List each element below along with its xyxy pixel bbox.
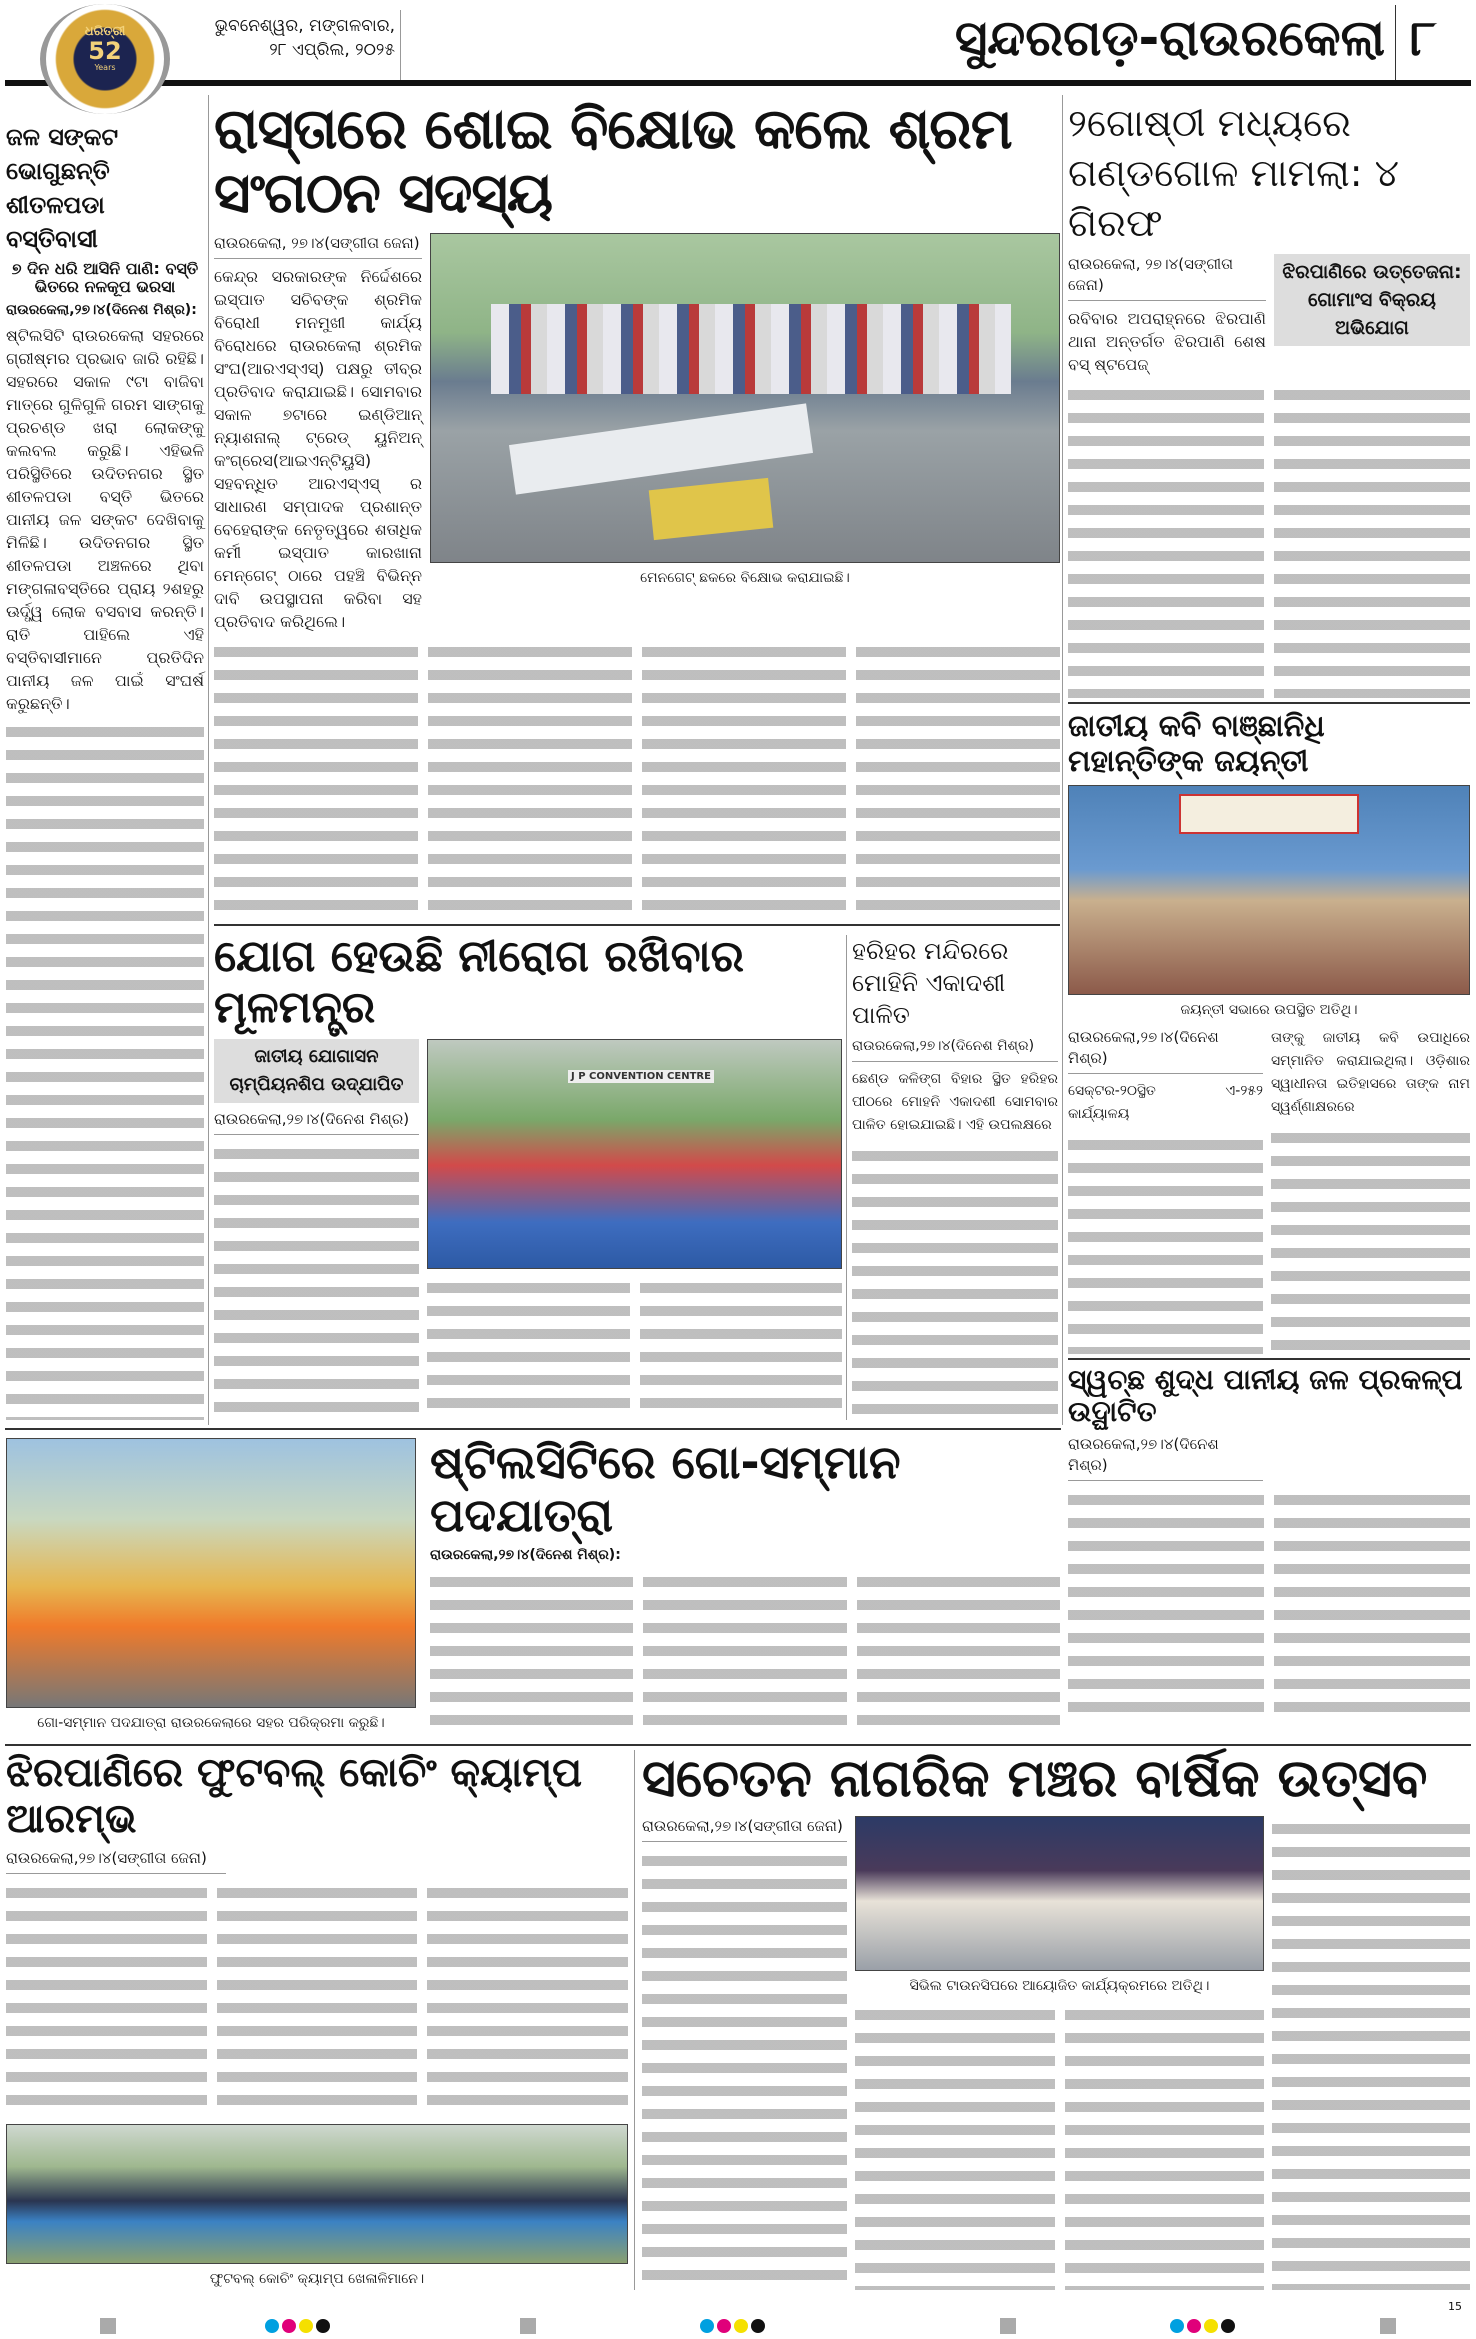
lead-headline: ରାସ୍ତାରେ ଶୋଇ ବିକ୍ଷୋଭ କଲେ ଶ୍ରମ ସଂଗଠନ ସଦସ୍ୟ xyxy=(214,97,1012,227)
color-registration-3 xyxy=(1170,2318,1238,2337)
color-registration xyxy=(265,2318,333,2337)
civic-photo xyxy=(855,1816,1264,1971)
civic-body-columns xyxy=(855,2002,1264,2290)
right1-story xyxy=(1068,98,1470,698)
section-title: ସୁନ୍ଦରଗଡ଼-ରାଉରକେଲା xyxy=(954,9,1385,67)
cow-story xyxy=(430,1436,1060,1736)
color-registration-2 xyxy=(700,2318,768,2337)
cow-body-columns xyxy=(430,1569,1060,1736)
kavi-body-col2-continued xyxy=(1271,1125,1470,1354)
football-body-columns xyxy=(6,1880,628,2118)
yoga-box: ଜାତୀୟ ଯୋଗାସନ ଚାମ୍ପିୟନଶିପ ଉଦ୍ଯାପିତ xyxy=(214,1039,419,1103)
right1-dateline: ରାଉରକେଲା, ୨୭।୪(ସଙ୍ଗୀତା ଜେନା) xyxy=(1068,254,1266,301)
temple-story xyxy=(852,935,1058,1420)
left-story xyxy=(6,120,204,1420)
kavi-body: ସେକ୍ଟର-୨୦ସ୍ଥିତ ଏ-୨୫୨ କାର୍ଯ୍ୟାଳୟ xyxy=(1068,1082,1263,1122)
kavi-photo xyxy=(1068,785,1470,995)
left-dateline: ରାଉରକେଲା,୨୭।୪(ଦିନେଶ ମିଶ୍ର): xyxy=(6,301,197,318)
logo-text: ଧରିତ୍ରୀ xyxy=(84,24,126,39)
water-dateline: ରାଉରକେଲା,୨୭।୪(ଦିନେଶ ମିଶ୍ର) xyxy=(1068,1434,1263,1481)
right1-body: ରବିବାର ଅପରାହ୍ନରେ ଝିରପାଣି ଥାନା ଅନ୍ତର୍ଗତ ଝିରପାଣି ଶେଷ ବସ୍ ଷ୍ଟପେଜ୍ xyxy=(1068,309,1266,374)
kavi-story xyxy=(1068,710,1470,1354)
lead-photo xyxy=(430,233,1060,563)
right1-box: ଝିରପାଣିରେ ଉତ୍ତେଜନା: ଗୋମାଂସ ବିକ୍ରୟ ଅଭିଯୋଗ xyxy=(1274,254,1470,346)
cow-dateline: ରାଉରକେଲା,୨୭।୪(ଦିନେଶ ମିଶ୍ର): xyxy=(430,1546,621,1563)
right1-body-columns xyxy=(1068,382,1470,698)
logo xyxy=(40,4,170,114)
left-headline: ଜଳ ସଙ୍କଟ ଭୋଗୁଛନ୍ତି ଶୀତଳପଡା ବସ୍ତିବାସୀ xyxy=(6,123,119,253)
civic-caption: ସିଭିଲ ଟାଉନସିପରେ ଆୟୋଜିତ କାର୍ଯ୍ୟକ୍ରମରେ ଅତିଥି। xyxy=(909,1977,1210,1994)
kavi-body-col2: ତାଙ୍କୁ ଜାତୀୟ କବି ଉପାଧିରେ ସମ୍ମାନିତ କରାଯାଇଥିଲା। ଓଡ଼ିଶାର ସ୍ୱାଧୀନତା ଇତିହାସରେ ତାଙ୍କ ନାମ ସ୍ୱର୍ଣ୍ଣାକ୍ଷରରେ xyxy=(1271,1029,1470,1115)
left-body: ଷ୍ଟିଲସିଟି ରାଉରକେଲା ସହରରେ ଗ୍ରୀଷ୍ମର ପ୍ରଭାବ ଜାରି ରହିଛି। ସହରରେ ସକାଳ ୯ଟା ବାଜିବା ମାତ୍ରେ ଗୁଳିଗୁଳି ଗରମ ସାଙ୍ଗକୁ ପ୍ରଚଣ୍ଡ ଖରା ଲୋକଙ୍କୁ କଲବଲ କରୁଛି। ଏହିଭଳି ପରିସ୍ଥିତିରେ ଉଦିତନଗର ସ୍ଥିତ ଶୀତଳପଡା ବସ୍ତି ଭିତରେ ପାନୀୟ ଜଳ ସଙ୍କଟ ଦେଖିବାକୁ ମିଳିଛି। ଉଦିତନଗର ସ୍ଥିତ ଶୀତଳପଡା ଅଞ୍ଚଳରେ ଥିବା ମଙ୍ଗଳାବସ୍ତିରେ ପ୍ରାୟ ୨ଶହରୁ ଊର୍ଦ୍ଧ୍ୱ ଲୋକ ବସବାସ କରନ୍ତି। ରାତି ପାହିଲେ ଏହି ବସ୍ତିବାସୀମାନେ ପ୍ରତିଦିନ ପାନୀୟ ଜଳ ପାଇଁ ସଂଘର୍ଷ କରୁଛନ୍ତି। xyxy=(6,326,204,714)
lead-body: କେନ୍ଦ୍ର ସରକାରଙ୍କ ନିର୍ଦ୍ଦେଶରେ ଇସ୍ପାତ ସଚିବଙ୍କ ଶ୍ରମିକ ବିରୋଧୀ ମନମୁଖୀ କାର୍ଯ୍ୟ ବିରୋଧରେ ରାଉରକେଲା ଶ୍ରମିକ ସଂଘ(ଆରଏସ୍ଏସ୍) ପକ୍ଷରୁ ତୀବ୍ର ପ୍ରତିବାଦ କରାଯାଇଛି। ସୋମବାର ସକାଳ ୭ଟାରେ ଇଣ୍ଡିଆନ୍ ନ୍ୟାଶନାଲ୍ ଟ୍ରେଡ୍ ୟୁନିଅନ୍ କଂଗ୍ରେସ(ଆଇଏନ୍ଟିୟୁସି) ସହବନ୍ଧିତ ଆରଏସ୍ଏସ୍ ର ସାଧାରଣ ସମ୍ପାଦକ ପ୍ରଶାନ୍ତ ବେହେରାଙ୍କ ନେତୃତ୍ୱରେ ଶତାଧିକ କର୍ମୀ ଇସ୍ପାତ କାରଖାନା ମେନ୍‌ଗେଟ୍ ଠାରେ ପହଞ୍ଚି ବିଭିନ୍ନ ଦାବି ଉପସ୍ଥାପନା କରିବା ସହ ପ୍ରତିବାଦ କରିଥିଲେ। xyxy=(214,266,422,631)
page-ref: 15 xyxy=(1448,2300,1462,2313)
kavi-dateline: ରାଉରକେଲା,୨୭।୪(ଦିନେଶ ମିଶ୍ର) xyxy=(1068,1027,1263,1074)
yoga-dateline: ରାଉରକେଲା,୨୭।୪(ଦିନେଶ ମିଶ୍ର) xyxy=(214,1109,419,1135)
water-body-columns xyxy=(1068,1487,1470,1720)
convention-sign: J P CONVENTION CENTRE xyxy=(568,1070,714,1083)
yoga-body-col1 xyxy=(214,1141,419,1420)
temple-headline: ହରିହର ମନ୍ଦିରରେ ମୋହିନି ଏକାଦଶୀ ପାଳିତ xyxy=(852,937,1009,1029)
page-number: ୮ xyxy=(1410,9,1437,67)
civic-dateline: ରାଉରକେଲା,୨୭।୪(ସଙ୍ଗୀତା ଜେନା) xyxy=(642,1816,847,1842)
civic-body-col1 xyxy=(642,1848,847,2290)
football-story xyxy=(6,1750,628,2290)
date-line-2: ୨୮ ଏପ୍ରିଲ, ୨୦୨୫ xyxy=(269,40,395,60)
left-body-continued xyxy=(6,719,204,1420)
temple-body-continued xyxy=(852,1143,1058,1420)
date-line-1: ଭୁବନେଶ୍ୱର, ମଙ୍ଗଳବାର, xyxy=(214,16,395,36)
right1-headline: ୨ଗୋଷ୍ଠୀ ମଧ୍ୟରେ ଗଣ୍ଡଗୋଳ ମାମଲା: ୪ ଗିରଫ xyxy=(1068,101,1399,245)
yoga-body-columns xyxy=(427,1275,842,1420)
left-subheadline: ୭ ଦିନ ଧରି ଆସିନି ପାଣି: ବସ୍ତି ଭିତରେ ନଳକୂପ ଭରସା xyxy=(11,259,199,297)
kavi-body-col1 xyxy=(1068,1132,1263,1354)
lead-dateline: ରାଉରକେଲା, ୨୭।୪(ସଙ୍ଗୀତା ଜେନା) xyxy=(214,233,422,259)
civic-story xyxy=(642,1750,1470,2290)
civic-body-col4 xyxy=(1272,1816,1470,2290)
lead-caption: ମେନଗେଟ୍ ଛକରେ ବିକ୍ଷୋଭ କରାଯାଇଛି। xyxy=(640,569,850,586)
cow-caption: ଗୋ-ସମ୍ମାନ ପଦଯାତ୍ରା ରାଉରକେଲାରେ ସହର ପରିକ୍ରମା କରୁଛି। xyxy=(37,1715,385,1731)
logo-sub: Years xyxy=(94,63,116,72)
civic-headline: ସଚେତନ ନାଗରିକ ମଞ୍ଚର ବାର୍ଷିକ ଉତ୍ସବ xyxy=(642,1749,1428,1809)
football-photo xyxy=(6,2124,628,2264)
kavi-caption: ଜୟନ୍ତୀ ସଭାରେ ଉପସ୍ଥିତ ଅତିଥି। xyxy=(1180,1002,1358,1018)
masthead-rule xyxy=(5,80,1471,86)
lead-story xyxy=(214,98,1060,920)
logo-years: 52 xyxy=(88,37,122,65)
temple-body: ଛେଣ୍ଡ କଳିଙ୍ଗ ବିହାର ସ୍ଥିତ ହରିହର ପୀଠରେ ମୋହନି ଏକାଦଶୀ ସୋମବାର ପାଳିତ ହୋଇଯାଇଛି। ଏହି ଉପଲକ୍ଷରେ xyxy=(852,1070,1058,1133)
cow-photo-block xyxy=(6,1438,416,1738)
lead-body-columns xyxy=(214,639,1060,920)
football-dateline: ରାଉରକେଲା,୨୭।୪(ସଙ୍ଗୀତା ଜେନା) xyxy=(6,1848,226,1874)
cow-headline: ଷ୍ଟିଲସିଟିରେ ଗୋ-ସମ୍ମାନ ପଦଯାତ୍ରା xyxy=(430,1435,901,1542)
kavi-headline: ଜାତୀୟ କବି ବାଞ୍ଛାନିଧି ମହାନ୍ତିଙ୍କ ଜୟନ୍ତୀ xyxy=(1068,709,1325,779)
cow-photo xyxy=(6,1438,416,1708)
yoga-story xyxy=(214,932,842,1420)
water-story xyxy=(1068,1364,1470,1720)
water-headline: ସ୍ୱଚ୍ଛ ଶୁଦ୍ଧ ପାନୀୟ ଜଳ ପ୍ରକଳ୍ପ ଉଦ୍ଘାଟିତ xyxy=(1068,1363,1463,1429)
yoga-photo xyxy=(427,1039,842,1269)
football-caption: ଫୁଟବଲ୍ କୋଚିଂ କ୍ୟାମ୍ପ ଖେଳାଳିମାନେ। xyxy=(209,2271,425,2288)
football-headline: ଝିରପାଣିରେ ଫୁଟବଲ୍ କୋଚିଂ କ୍ୟାମ୍ପ ଆରମ୍ଭ xyxy=(6,1750,583,1842)
temple-dateline: ରାଉରକେଲା,୨୭।୪(ଦିନେଶ ମିଶ୍ର) xyxy=(852,1037,1058,1062)
date-block xyxy=(180,14,395,62)
yoga-headline: ଯୋଗ ହେଉଛି ନୀରୋଗ ରଖିବାର ମୂଳମନ୍ତ୍ର xyxy=(214,931,744,1033)
